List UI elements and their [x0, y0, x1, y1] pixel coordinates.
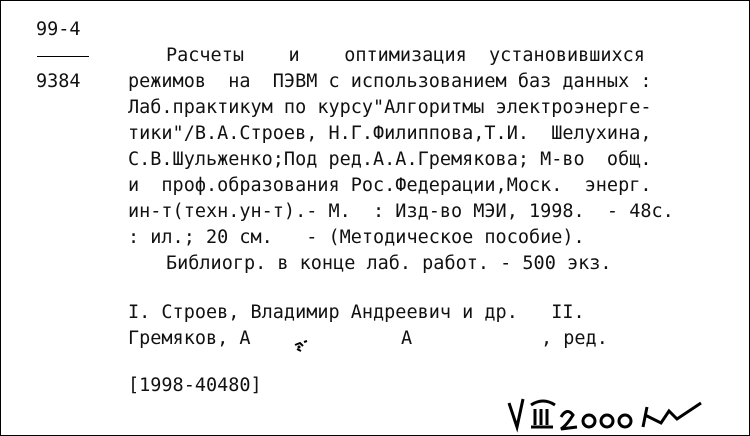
entry-line-2: режимов на ПЭВМ с использованием баз данных :: [128, 71, 652, 92]
tracing-line-2-name: Гремяков, А: [128, 328, 251, 349]
tracing-line-2-initial: А: [401, 328, 413, 349]
shelf-mark-top: 99-4: [36, 19, 81, 40]
entry-line-5: С.В.Шульженко;Под ред.А.А.Гремякова; М-во общ.: [128, 149, 652, 170]
entry-line-7: ин-т(техн.ун-т).- М. : Изд-во МЭИ, 1998. - 48с.: [128, 201, 674, 222]
entry-line-4: тики"/В.А.Строев, Н.Г.Филиппова,Т.И. Шелухина,: [128, 123, 652, 144]
shelf-mark-divider: [37, 56, 89, 57]
shelf-mark-bottom: 9384: [36, 71, 81, 92]
tracing-line-1: I. Строев, Владимир Андреевич и др. II.: [128, 302, 585, 323]
record-number: [1998-40480]: [128, 375, 262, 396]
tracing-line-2-role: , ред.: [541, 328, 608, 349]
bibliography-note: Библиогр. в конце лаб. работ. - 500 экз.: [166, 253, 612, 274]
handwritten-signature: [501, 389, 721, 434]
entry-line-3: Лаб.практикум по курсу"Алгоритмы электроэнерге-: [128, 97, 652, 118]
entry-line-6: и проф.образования Рос.Федерации,Моск. энерг.: [128, 175, 652, 196]
ink-smudge-icon: [291, 337, 315, 355]
entry-line-1: Расчеты и оптимизация установившихся: [166, 45, 645, 66]
entry-line-8: : ил.; 20 см. - (Методическое пособие).: [128, 227, 585, 248]
